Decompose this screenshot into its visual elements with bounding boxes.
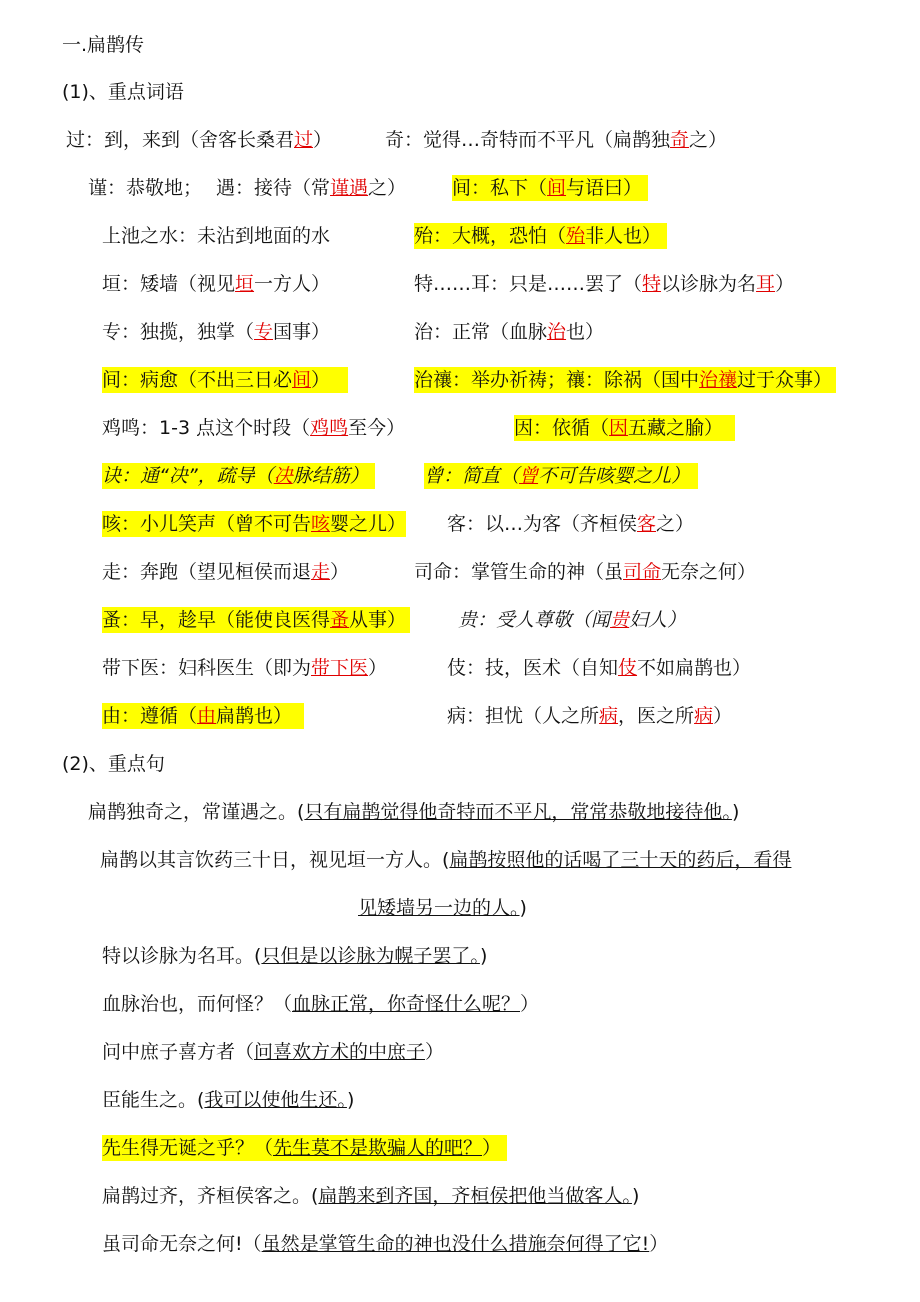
sentence-2: 扁鹊以其言饮药三十日，视见垣一方人。(扁鹊按照他的话喝了三十天的药后，看得 <box>100 849 792 871</box>
word-shangchi: 上池之水：未沾到地面的水 <box>102 225 331 247</box>
word-dai: 殆：大概，恐怕（殆非人也） <box>414 223 667 249</box>
word-siming: 司命：掌管生命的神（虽司命无奈之何） <box>414 561 757 583</box>
word-zou: 走：奔跑（望见桓侯而退走） <box>102 561 350 583</box>
word-te: 特……耳：只是……罢了（特以诊脉为名耳） <box>414 273 795 295</box>
word-bing: 病：担忧（人之所病，医之所病） <box>447 705 733 727</box>
word-zhirang: 治禳：举办祈祷；禳：除祸（国中治禳过于众事） <box>414 367 836 393</box>
word-zao: 蚤：早，趁早（能使良医得蚤从事） <box>102 607 410 633</box>
heading: 一.扁鹊传 <box>62 34 145 56</box>
word-yuan: 垣：矮墙（视见垣一方人） <box>102 273 331 295</box>
word-zhuan: 专：独揽，独掌（专国事） <box>102 321 331 343</box>
sentence-7: 先生得无诞之乎？（先生莫不是欺骗人的吧？） <box>102 1135 507 1161</box>
word-zhi: 治：正常（血脉治也） <box>414 321 605 343</box>
sentence-2-cont: 见矮墙另一边的人。) <box>358 897 527 919</box>
sentence-8: 扁鹊过齐，齐桓侯客之。(扁鹊来到齐国，齐桓侯把他当做客人。) <box>102 1185 640 1207</box>
word-daixia: 带下医：妇科医生（即为带下医） <box>102 657 388 679</box>
sentence-4: 血脉治也，而何怪？（血脉正常，你奇怪什么呢？） <box>102 993 540 1015</box>
word-jue: 诀：通“决”，疏导（决脉结筋） <box>102 463 375 489</box>
word-you: 由：遵循（由扁鹊也） <box>102 703 304 729</box>
word-yin: 因：依循（因五藏之腧） <box>514 415 735 441</box>
word-guo: 过：到，来到（舍客长桑君过） <box>66 129 333 151</box>
section2-title: (2)、重点句 <box>62 753 165 775</box>
word-hai: 咳：小儿笑声（曾不可告咳婴之儿） <box>102 513 407 535</box>
word-ji: 伎：技，医术（自知伎不如扁鹊也） <box>447 657 752 679</box>
sentence-1: 扁鹊独奇之，常谨遇之。(只有扁鹊觉得他奇特而不平凡，常常恭敬地接待他。) <box>88 801 740 823</box>
sentence-9: 虽司命无奈之何!（虽然是掌管生命的神也没什么措施奈何得了它!） <box>102 1233 669 1255</box>
word-jiming: 鸡鸣：1-3 点这个时段（鸡鸣至今） <box>102 417 406 439</box>
section1-title: (1)、重点词语 <box>62 81 184 103</box>
word-qi: 奇：觉得…奇特而不平凡（扁鹊独奇之） <box>385 129 728 151</box>
word-jian-heal: 间：病愈（不出三日必间） <box>102 367 348 393</box>
word-ke: 客：以…为客（齐桓侯客之） <box>447 513 695 535</box>
word-gui: 贵：受人尊敬（闻贵妇人） <box>458 609 687 631</box>
word-jian-private: 间：私下（间与语曰） <box>452 175 648 201</box>
sentence-6: 臣能生之。(我可以使他生还。) <box>102 1089 355 1111</box>
word-ceng: 曾：简直（曾不可告咳婴之儿） <box>424 463 698 489</box>
sentence-5: 问中庶子喜方者（问喜欢方术的中庶子） <box>102 1041 445 1063</box>
sentence-3: 特以诊脉为名耳。(只但是以诊脉为幌子罢了。) <box>102 945 488 967</box>
word-jin: 谨：恭敬地； 遇：接待（常谨遇之） <box>88 177 407 199</box>
